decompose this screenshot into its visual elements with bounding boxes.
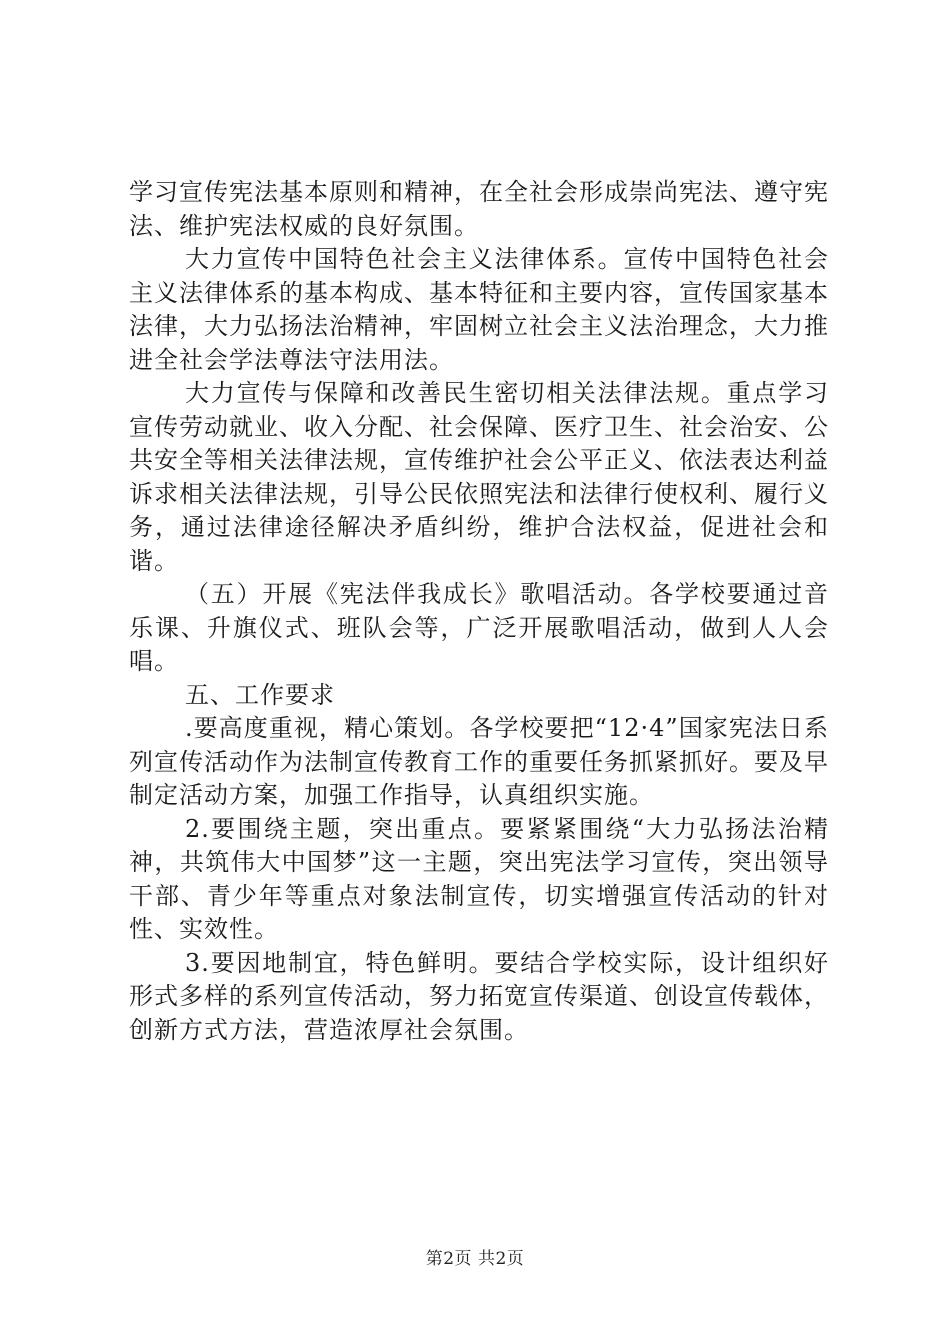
paragraph-continuation: 学习宣传宪法基本原则和精神，在全社会形成崇尚宪法、遵守宪法、维护宪法权威的良好氛围。	[129, 178, 829, 240]
page-number-footer: 第2页 共2页	[425, 1249, 525, 1269]
section-heading-work-requirements: 五、工作要求	[185, 680, 335, 709]
requirement-item-2: 2.要围绕主题，突出重点。要紧紧围绕“大力弘扬法治精神，共筑伟大中国梦”这一主题，突出宪法学习宣传，突出领导干部、青少年等重点对象法制宣传，切实增强宣传活动的针对性、实效性。	[129, 814, 829, 943]
requirement-item-1: .要高度重视，精心策划。各学校要把“12·4”国家宪法日系列宣传活动作为法制宣传教育工作的重要任务抓紧抓好。要及早制定活动方案，加强工作指导，认真组织实施。	[129, 714, 829, 809]
paragraph-legal-system: 大力宣传中国特色社会主义法律体系。宣传中国特色社会主义法律体系的基本构成、基本特征和主要内容，宣传国家基本法律，大力弘扬法治精神，牢固树立社会主义法治理念，大力推进全社会学法尊法守法用法。	[129, 245, 829, 374]
requirement-item-3: 3.要因地制宜，特色鲜明。要结合学校实际，设计组织好形式多样的系列宣传活动，努力拓宽宣传渠道、创设宣传载体，创新方式方法，营造浓厚社会氛围。	[129, 948, 829, 1044]
document-body	[129, 176, 829, 1047]
paragraph-livelihood-laws: 大力宣传与保障和改善民生密切相关法律法规。重点学习宣传劳动就业、收入分配、社会保障、医疗卫生、社会治安、公共安全等相关法律法规，宣传维护社会公平正义、依法表达利益诉求相关法律法规，引导公民依照宪法和法律行使权利、履行义务，通过法律途径解决矛盾纠纷，维护合法权益，促进社会和谐。	[129, 379, 829, 575]
paragraph-singing-activity: （五）开展《宪法伴我成长》歌唱活动。各学校要通过音乐课、升旗仪式、班队会等，广泛开展歌唱活动，做到人人会唱。	[129, 580, 829, 675]
